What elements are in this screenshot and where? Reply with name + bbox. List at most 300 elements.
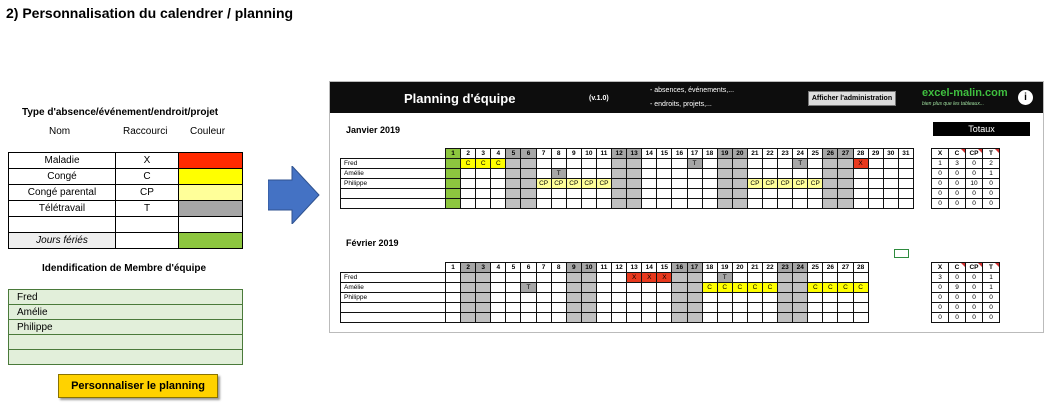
planning-cell[interactable]	[823, 199, 838, 209]
planning-cell[interactable]	[838, 313, 853, 323]
planning-cell[interactable]: CP	[581, 179, 596, 189]
planning-cell[interactable]	[793, 303, 808, 313]
planning-cell[interactable]	[476, 179, 491, 189]
planning-cell[interactable]	[551, 189, 566, 199]
planning-cell[interactable]	[491, 313, 506, 323]
planning-cell[interactable]	[446, 179, 461, 189]
planning-cell[interactable]	[491, 199, 506, 209]
planning-cell[interactable]	[521, 313, 536, 323]
type-shortcut[interactable]: CP	[116, 185, 179, 201]
team-member-field[interactable]: Fred	[9, 290, 243, 305]
planning-cell[interactable]	[491, 169, 506, 179]
planning-cell[interactable]	[612, 293, 627, 303]
planning-cell[interactable]	[446, 169, 461, 179]
planning-cell[interactable]	[536, 159, 551, 169]
planning-cell[interactable]	[838, 199, 853, 209]
planning-cell[interactable]	[491, 273, 506, 283]
planning-cell[interactable]	[491, 293, 506, 303]
planning-cell[interactable]	[596, 303, 611, 313]
planning-cell[interactable]	[657, 179, 672, 189]
planning-cell[interactable]	[461, 303, 476, 313]
planning-cell[interactable]	[566, 189, 581, 199]
planning-cell[interactable]	[838, 189, 853, 199]
planning-cell[interactable]	[793, 169, 808, 179]
planning-cell[interactable]	[657, 189, 672, 199]
planning-cell[interactable]	[687, 303, 702, 313]
planning-cell[interactable]	[521, 293, 536, 303]
planning-cell[interactable]	[612, 283, 627, 293]
planning-cell[interactable]	[823, 159, 838, 169]
planning-cell[interactable]	[476, 169, 491, 179]
planning-cell[interactable]	[596, 313, 611, 323]
planning-cell[interactable]	[476, 303, 491, 313]
planning-cell[interactable]	[898, 179, 913, 189]
planning-cell[interactable]	[642, 159, 657, 169]
planning-cell[interactable]	[506, 303, 521, 313]
planning-cell[interactable]	[491, 189, 506, 199]
planning-cell[interactable]: CP	[793, 179, 808, 189]
planning-cell[interactable]	[702, 313, 717, 323]
planning-cell[interactable]	[868, 169, 883, 179]
planning-cell[interactable]	[762, 293, 777, 303]
planning-cell[interactable]	[566, 199, 581, 209]
planning-cell[interactable]	[627, 313, 642, 323]
planning-cell[interactable]: C	[476, 159, 491, 169]
planning-cell[interactable]	[762, 189, 777, 199]
planning-cell[interactable]	[808, 293, 823, 303]
planning-cell[interactable]	[566, 293, 581, 303]
planning-cell[interactable]	[596, 283, 611, 293]
planning-cell[interactable]	[778, 189, 793, 199]
planning-cell[interactable]: C	[823, 283, 838, 293]
planning-cell[interactable]	[581, 169, 596, 179]
planning-cell[interactable]	[536, 189, 551, 199]
planning-cell[interactable]	[551, 283, 566, 293]
planning-cell[interactable]	[521, 169, 536, 179]
planning-cell[interactable]	[461, 189, 476, 199]
planning-cell[interactable]	[657, 169, 672, 179]
planning-cell[interactable]	[868, 179, 883, 189]
planning-cell[interactable]	[687, 313, 702, 323]
planning-cell[interactable]	[672, 293, 687, 303]
planning-cell[interactable]: C	[702, 283, 717, 293]
planning-cell[interactable]	[581, 313, 596, 323]
planning-cell[interactable]	[838, 303, 853, 313]
planning-cell[interactable]	[521, 189, 536, 199]
planning-cell[interactable]: T	[521, 283, 536, 293]
planning-cell[interactable]	[808, 189, 823, 199]
planning-cell[interactable]	[566, 303, 581, 313]
planning-cell[interactable]	[476, 283, 491, 293]
planning-cell[interactable]: C	[747, 283, 762, 293]
planning-cell[interactable]	[778, 273, 793, 283]
planning-cell[interactable]	[823, 179, 838, 189]
planning-cell[interactable]	[596, 199, 611, 209]
planning-cell[interactable]	[883, 169, 898, 179]
planning-cell[interactable]	[808, 159, 823, 169]
planning-cell[interactable]	[446, 189, 461, 199]
planning-cell[interactable]: T	[551, 169, 566, 179]
planning-cell[interactable]	[461, 283, 476, 293]
planning-cell[interactable]	[536, 303, 551, 313]
planning-cell[interactable]	[823, 169, 838, 179]
planning-cell[interactable]	[793, 199, 808, 209]
planning-cell[interactable]	[627, 189, 642, 199]
type-name[interactable]: Maladie	[9, 153, 116, 169]
planning-cell[interactable]	[793, 313, 808, 323]
planning-cell[interactable]	[747, 273, 762, 283]
planning-cell[interactable]	[868, 199, 883, 209]
planning-cell[interactable]	[551, 303, 566, 313]
planning-cell[interactable]	[551, 273, 566, 283]
planning-cell[interactable]	[778, 283, 793, 293]
planning-cell[interactable]	[732, 199, 747, 209]
planning-cell[interactable]	[551, 159, 566, 169]
planning-cell[interactable]	[853, 303, 868, 313]
planning-cell[interactable]	[762, 313, 777, 323]
planning-cell[interactable]	[747, 159, 762, 169]
planning-cell[interactable]	[627, 199, 642, 209]
planning-cell[interactable]	[717, 189, 732, 199]
planning-cell[interactable]	[732, 169, 747, 179]
planning-cell[interactable]	[596, 159, 611, 169]
planning-cell[interactable]	[883, 179, 898, 189]
planning-cell[interactable]	[883, 189, 898, 199]
planning-cell[interactable]: X	[853, 159, 868, 169]
planning-cell[interactable]: X	[627, 273, 642, 283]
type-color-swatch[interactable]	[179, 169, 243, 185]
planning-cell[interactable]	[778, 159, 793, 169]
planning-cell[interactable]	[506, 169, 521, 179]
planning-cell[interactable]	[808, 303, 823, 313]
planning-cell[interactable]	[446, 283, 461, 293]
planning-cell[interactable]	[687, 273, 702, 283]
planning-cell[interactable]	[702, 179, 717, 189]
planning-cell[interactable]	[778, 293, 793, 303]
planning-cell[interactable]	[747, 169, 762, 179]
planning-cell[interactable]	[687, 189, 702, 199]
planning-cell[interactable]	[732, 293, 747, 303]
planning-cell[interactable]	[838, 273, 853, 283]
planning-cell[interactable]	[898, 169, 913, 179]
planning-cell[interactable]	[747, 189, 762, 199]
planning-cell[interactable]	[717, 159, 732, 169]
planning-cell[interactable]	[566, 159, 581, 169]
planning-cell[interactable]	[536, 169, 551, 179]
planning-cell[interactable]	[536, 199, 551, 209]
planning-cell[interactable]	[717, 169, 732, 179]
planning-cell[interactable]	[581, 199, 596, 209]
planning-cell[interactable]	[853, 313, 868, 323]
planning-cell[interactable]	[687, 293, 702, 303]
planning-cell[interactable]	[762, 303, 777, 313]
planning-cell[interactable]	[476, 293, 491, 303]
planning-cell[interactable]	[808, 199, 823, 209]
planning-cell[interactable]	[898, 159, 913, 169]
type-shortcut[interactable]	[116, 217, 179, 233]
planning-cell[interactable]: CP	[778, 179, 793, 189]
planning-cell[interactable]	[581, 273, 596, 283]
planning-cell[interactable]	[446, 273, 461, 283]
planning-cell[interactable]: CP	[551, 179, 566, 189]
planning-cell[interactable]	[581, 189, 596, 199]
planning-cell[interactable]	[491, 303, 506, 313]
planning-cell[interactable]	[687, 179, 702, 189]
planning-cell[interactable]	[612, 159, 627, 169]
planning-cell[interactable]	[732, 303, 747, 313]
planning-cell[interactable]	[762, 159, 777, 169]
planning-cell[interactable]	[476, 199, 491, 209]
planning-cell[interactable]: C	[461, 159, 476, 169]
planning-cell[interactable]	[747, 313, 762, 323]
planning-cell[interactable]	[446, 159, 461, 169]
planning-cell[interactable]	[702, 199, 717, 209]
planning-cell[interactable]	[627, 169, 642, 179]
planning-cell[interactable]	[536, 273, 551, 283]
planning-cell[interactable]	[506, 179, 521, 189]
planning-cell[interactable]	[461, 313, 476, 323]
planning-cell[interactable]	[596, 293, 611, 303]
planning-cell[interactable]	[581, 293, 596, 303]
planning-cell[interactable]	[732, 189, 747, 199]
planning-cell[interactable]	[717, 199, 732, 209]
planning-cell[interactable]	[642, 169, 657, 179]
planning-cell[interactable]	[627, 283, 642, 293]
planning-cell[interactable]	[642, 293, 657, 303]
planning-cell[interactable]	[868, 189, 883, 199]
planning-cell[interactable]: C	[838, 283, 853, 293]
planning-cell[interactable]	[612, 273, 627, 283]
planning-cell[interactable]	[627, 159, 642, 169]
type-shortcut[interactable]: X	[116, 153, 179, 169]
planning-cell[interactable]	[687, 199, 702, 209]
planning-cell[interactable]	[702, 169, 717, 179]
planning-cell[interactable]	[747, 199, 762, 209]
customize-planning-button[interactable]: Personnaliser le planning	[58, 374, 218, 398]
planning-cell[interactable]	[823, 293, 838, 303]
planning-cell[interactable]	[732, 273, 747, 283]
planning-cell[interactable]	[657, 283, 672, 293]
planning-cell[interactable]	[687, 169, 702, 179]
planning-cell[interactable]: CP	[536, 179, 551, 189]
planning-cell[interactable]	[627, 303, 642, 313]
type-color-swatch[interactable]	[179, 201, 243, 217]
type-color-swatch[interactable]	[179, 153, 243, 169]
planning-cell[interactable]	[506, 199, 521, 209]
planning-cell[interactable]	[838, 293, 853, 303]
planning-cell[interactable]	[461, 179, 476, 189]
planning-cell[interactable]	[566, 313, 581, 323]
planning-cell[interactable]	[642, 199, 657, 209]
type-name[interactable]: Jours fériés	[9, 233, 116, 249]
planning-cell[interactable]	[461, 199, 476, 209]
planning-cell[interactable]	[747, 293, 762, 303]
planning-cell[interactable]	[717, 303, 732, 313]
planning-cell[interactable]	[446, 293, 461, 303]
planning-cell[interactable]	[747, 303, 762, 313]
planning-cell[interactable]	[476, 189, 491, 199]
planning-cell[interactable]	[506, 273, 521, 283]
planning-cell[interactable]	[702, 303, 717, 313]
planning-cell[interactable]	[491, 179, 506, 189]
planning-cell[interactable]	[793, 273, 808, 283]
planning-cell[interactable]	[581, 283, 596, 293]
planning-cell[interactable]: C	[808, 283, 823, 293]
planning-cell[interactable]	[612, 179, 627, 189]
planning-cell[interactable]	[446, 199, 461, 209]
planning-cell[interactable]	[672, 199, 687, 209]
planning-cell[interactable]	[778, 199, 793, 209]
planning-cell[interactable]: CP	[762, 179, 777, 189]
type-color-swatch[interactable]	[179, 217, 243, 233]
planning-cell[interactable]	[838, 169, 853, 179]
planning-cell[interactable]: C	[732, 283, 747, 293]
planning-cell[interactable]	[702, 293, 717, 303]
planning-cell[interactable]	[596, 189, 611, 199]
type-color-swatch[interactable]	[179, 185, 243, 201]
planning-cell[interactable]	[566, 273, 581, 283]
planning-cell[interactable]	[883, 199, 898, 209]
planning-cell[interactable]	[642, 179, 657, 189]
planning-cell[interactable]	[642, 283, 657, 293]
planning-cell[interactable]: C	[717, 283, 732, 293]
planning-cell[interactable]	[642, 313, 657, 323]
team-member-field[interactable]	[9, 350, 243, 365]
planning-cell[interactable]	[672, 159, 687, 169]
planning-cell[interactable]	[853, 273, 868, 283]
planning-cell[interactable]	[581, 303, 596, 313]
planning-cell[interactable]	[717, 293, 732, 303]
planning-cell[interactable]	[898, 199, 913, 209]
planning-cell[interactable]: T	[793, 159, 808, 169]
planning-cell[interactable]	[853, 293, 868, 303]
planning-cell[interactable]	[853, 179, 868, 189]
planning-cell[interactable]	[536, 293, 551, 303]
planning-cell[interactable]	[793, 283, 808, 293]
planning-cell[interactable]	[476, 313, 491, 323]
type-shortcut[interactable]: C	[116, 169, 179, 185]
planning-cell[interactable]	[612, 303, 627, 313]
planning-cell[interactable]	[536, 283, 551, 293]
planning-cell[interactable]	[657, 199, 672, 209]
type-shortcut[interactable]	[116, 233, 179, 249]
planning-cell[interactable]	[672, 169, 687, 179]
planning-cell[interactable]	[823, 273, 838, 283]
planning-cell[interactable]	[566, 169, 581, 179]
planning-cell[interactable]: CP	[808, 179, 823, 189]
planning-cell[interactable]: CP	[596, 179, 611, 189]
planning-cell[interactable]	[581, 159, 596, 169]
planning-cell[interactable]	[521, 159, 536, 169]
planning-cell[interactable]	[717, 179, 732, 189]
planning-cell[interactable]	[672, 313, 687, 323]
type-shortcut[interactable]: T	[116, 201, 179, 217]
planning-cell[interactable]	[627, 293, 642, 303]
planning-cell[interactable]	[793, 189, 808, 199]
type-name[interactable]: Congé	[9, 169, 116, 185]
team-member-field[interactable]: Philippe	[9, 320, 243, 335]
planning-cell[interactable]	[853, 199, 868, 209]
team-member-field[interactable]: Amélie	[9, 305, 243, 320]
planning-cell[interactable]	[702, 273, 717, 283]
planning-cell[interactable]	[551, 293, 566, 303]
planning-cell[interactable]	[672, 273, 687, 283]
planning-cell[interactable]	[672, 303, 687, 313]
type-color-swatch[interactable]	[179, 233, 243, 249]
planning-cell[interactable]	[612, 169, 627, 179]
planning-cell[interactable]	[898, 189, 913, 199]
planning-cell[interactable]	[762, 169, 777, 179]
planning-cell[interactable]	[778, 313, 793, 323]
type-name[interactable]: Télétravail	[9, 201, 116, 217]
planning-cell[interactable]	[461, 293, 476, 303]
planning-cell[interactable]	[702, 159, 717, 169]
planning-cell[interactable]: T	[717, 273, 732, 283]
planning-cell[interactable]	[491, 283, 506, 293]
planning-cell[interactable]	[793, 293, 808, 303]
planning-cell[interactable]	[883, 159, 898, 169]
planning-cell[interactable]	[446, 313, 461, 323]
planning-cell[interactable]	[506, 283, 521, 293]
type-name[interactable]	[9, 217, 116, 233]
planning-cell[interactable]	[612, 199, 627, 209]
planning-cell[interactable]	[521, 303, 536, 313]
planning-cell[interactable]	[521, 179, 536, 189]
planning-cell[interactable]	[762, 273, 777, 283]
planning-cell[interactable]	[596, 273, 611, 283]
planning-cell[interactable]	[476, 273, 491, 283]
planning-cell[interactable]	[853, 169, 868, 179]
show-admin-button[interactable]: Afficher l'administration	[808, 91, 896, 106]
planning-cell[interactable]	[657, 303, 672, 313]
planning-cell[interactable]	[506, 293, 521, 303]
planning-cell[interactable]	[778, 169, 793, 179]
planning-cell[interactable]	[732, 179, 747, 189]
planning-cell[interactable]	[823, 189, 838, 199]
planning-cell[interactable]	[521, 273, 536, 283]
planning-cell[interactable]	[612, 313, 627, 323]
planning-cell[interactable]	[506, 159, 521, 169]
info-icon[interactable]: i	[1018, 90, 1033, 105]
planning-cell[interactable]	[642, 189, 657, 199]
planning-cell[interactable]	[627, 179, 642, 189]
planning-cell[interactable]	[853, 189, 868, 199]
planning-cell[interactable]	[536, 313, 551, 323]
planning-cell[interactable]	[732, 159, 747, 169]
planning-cell[interactable]	[672, 189, 687, 199]
planning-cell[interactable]	[657, 313, 672, 323]
planning-cell[interactable]	[808, 313, 823, 323]
planning-cell[interactable]	[808, 169, 823, 179]
planning-cell[interactable]	[642, 303, 657, 313]
planning-cell[interactable]	[551, 199, 566, 209]
planning-cell[interactable]	[823, 313, 838, 323]
planning-cell[interactable]: C	[491, 159, 506, 169]
planning-cell[interactable]	[838, 159, 853, 169]
type-name[interactable]: Congé parental	[9, 185, 116, 201]
planning-cell[interactable]	[612, 189, 627, 199]
planning-cell[interactable]	[521, 199, 536, 209]
planning-cell[interactable]	[551, 313, 566, 323]
planning-cell[interactable]: CP	[566, 179, 581, 189]
planning-cell[interactable]	[506, 189, 521, 199]
team-member-field[interactable]	[9, 335, 243, 350]
planning-cell[interactable]	[868, 159, 883, 169]
planning-cell[interactable]	[717, 313, 732, 323]
planning-cell[interactable]: T	[687, 159, 702, 169]
planning-cell[interactable]: X	[657, 273, 672, 283]
planning-cell[interactable]	[461, 273, 476, 283]
